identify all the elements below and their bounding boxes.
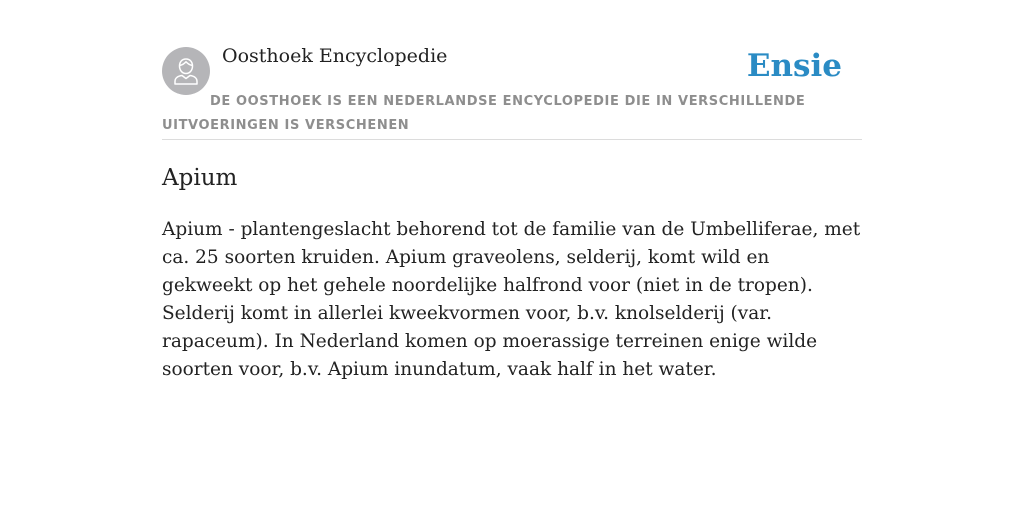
article-body: Apium - plantengeslacht behorend tot de familie van de Umbelliferae, met ca. 25 soorten kruiden. Apium graveolens, selderij, komt wild en gekweekt op het gehele noordelijke halfrond voor (niet in de tropen). Selderij komt in allerlei kweekvormen voor, b.v. knolselderij (var. rapaceum). In Nederland komen op moerassige terreinen enige wilde soorten voor, b.v. Apium inundatum, vaak half in het water. <box>162 219 861 380</box>
brand-logo[interactable]: Ensie <box>746 48 842 84</box>
article-title: Apium <box>162 165 238 191</box>
page-header <box>162 0 862 140</box>
author-name[interactable]: Oosthoek Encyclopedie <box>222 45 448 67</box>
user-silhouette-icon <box>172 56 200 86</box>
avatar[interactable] <box>162 47 210 95</box>
author-description: DE OOSTHOEK IS EEN NEDERLANDSE ENCYCLOPEDIE DIE IN VERSCHILLENDE UITVOERINGEN IS VERSCHENEN <box>162 94 806 133</box>
